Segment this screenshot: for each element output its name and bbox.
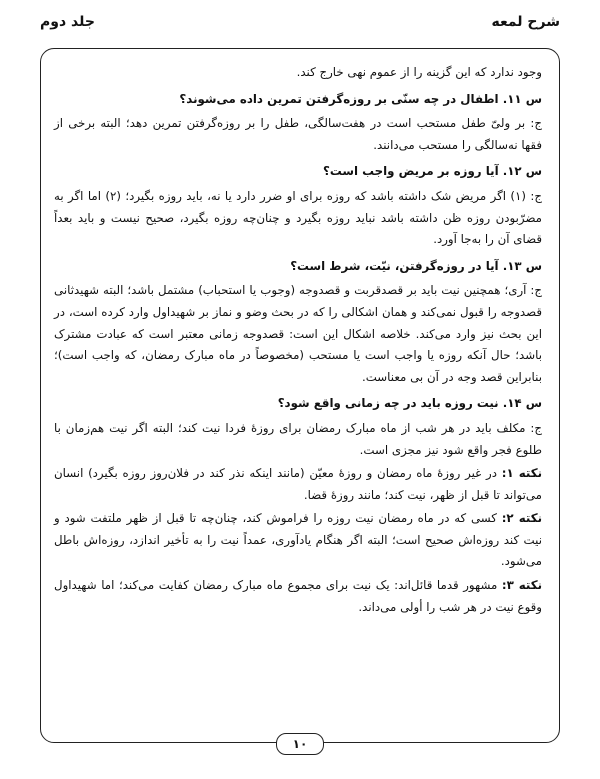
note-paragraph bbox=[54, 463, 542, 506]
question-heading: س ۱۲. آیا روزه بر مریض واجب است؟ bbox=[323, 164, 542, 179]
page-header bbox=[40, 14, 560, 36]
answer-paragraph: ج: بر ولیّ طفل مستحب است در هفت‌سالگی، طفل را بر روزه‌گرفتن تمرین دهد؛ البته برخی از فقها نه‌سالگی را مستحب می‌دانند. bbox=[54, 116, 542, 152]
note-text: مشهور قدما قائل‌اند: یک نیت برای مجموع ماه مبارک رمضان کفایت می‌کند؛ اما شهیداول وقوع نیت در هر شب را أولی می‌داند. bbox=[54, 578, 542, 614]
paragraph: وجود ندارد که این گزینه را از عموم نهی خارج کند. bbox=[296, 65, 542, 79]
note-label: نکته ۱: bbox=[501, 466, 543, 481]
note-paragraph bbox=[54, 575, 542, 618]
note-label: نکته ۳: bbox=[501, 578, 542, 593]
answer-paragraph: ج: (۱) اگر مریض شک داشته باشد که روزه برای او ضرر دارد یا نه، باید روزه بگیرد؛ (۲) اما اگر به مضرّبودن روزه ظن داشته باشد نباید روزه بگیرد و چنان‌چه روزه بگیرد، صحیح نیست و باید بعداً قضای آن را به‌جا آورد. bbox=[54, 188, 542, 247]
note-paragraph bbox=[54, 508, 542, 573]
question-heading: س ۱۳. آیا در روزه‌گرفتن، نیّت، شرط است؟ bbox=[290, 258, 542, 273]
note-text: در غیر روزهٔ ماه رمضان و روزهٔ معیّن (مانند اینکه نذر کند در فلان‌روز روزه بگیرد) انسان می‌تواند تا قبل از ظهر، نیت کند؛ مانند روزهٔ قضا. bbox=[54, 466, 542, 502]
question-heading: س ۱۴. نیت روزه باید در چه زمانی واقع شود؟ bbox=[277, 396, 542, 411]
page-body bbox=[54, 62, 542, 620]
page-number: ۱۰ bbox=[276, 733, 324, 755]
note-label: نکته ۲: bbox=[501, 511, 542, 526]
answer-paragraph: ج: آری؛ همچنین نیت باید بر قصدقربت و قصدوجه (وجوب یا استحباب) مشتمل باشد؛ البته شهیدثانی قصدوجه را قبول نمی‌کند و همان اشکالی را که در بحث وضو و نماز بر شهیداول وارد کرده است، در این بحث نیز وارد می‌کند. خلاصه اشکال این است: قصدوجه زمانی معتبر است که عبادت مشترک باشد؛ حال آنکه روزه یا واجب است یا مستحب (مخصوصاً در ماه مبارک رمضان، که واجب است)؛ بنابراین قصد وجه در آن بی معناست. bbox=[54, 283, 542, 384]
volume-label: جلد دوم bbox=[40, 14, 95, 30]
question-heading: س ۱۱. اطفال در چه سنّی بر روزه‌گرفتن تمرین داده می‌شوند؟ bbox=[179, 91, 542, 106]
note-text: کسی که در ماه رمضان نیت روزه را فراموش کند، چنان‌چه تا قبل از ظهر ملتفت شود و نیت کند روزه‌اش صحیح است؛ البته اگر هنگام یادآوری، عمداً نیت را به تأخیر اندازد، روزه‌اش باطل می‌شود. bbox=[54, 511, 542, 569]
page-footer bbox=[0, 733, 600, 755]
book-title: شرح لمعه bbox=[491, 14, 560, 30]
answer-paragraph: ج: مکلف باید در هر شب از ماه مبارک رمضان برای روزهٔ فردا نیت کند؛ البته اگر نیت هم‌زمان با طلوع فجر واقع شود نیز مجزی است. bbox=[54, 420, 542, 457]
